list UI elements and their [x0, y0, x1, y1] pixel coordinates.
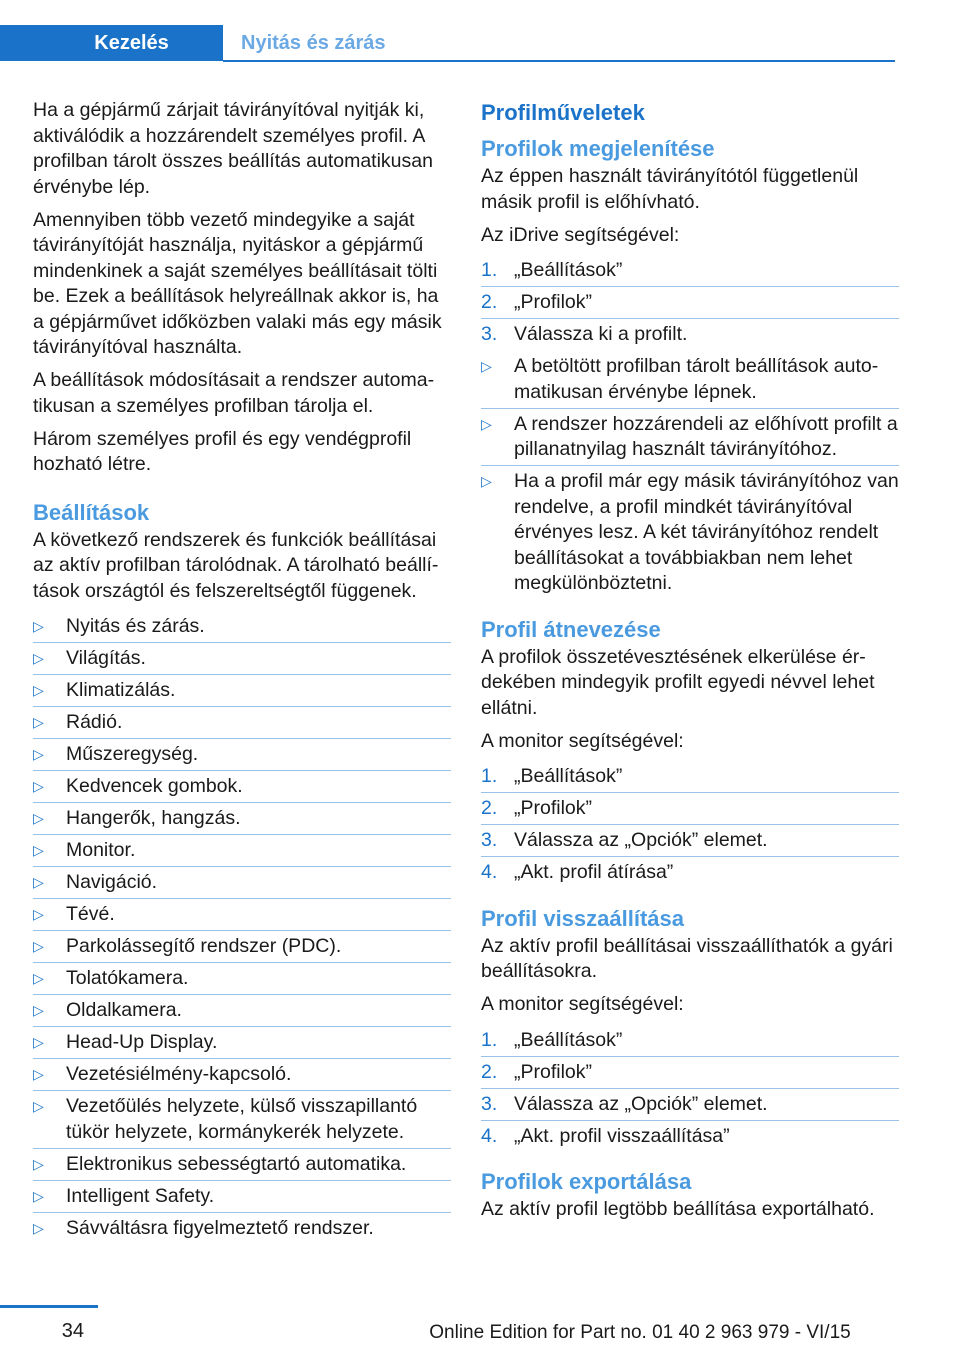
- list-item-text: Kedvencek gombok.: [66, 775, 243, 797]
- list-item-text: A rendszer hozzárendeli az előhívott profilt a pillanatnyilag használt távirányítóhoz.: [514, 412, 898, 460]
- item-separator: [33, 738, 451, 739]
- step-item: [481, 796, 899, 822]
- item-separator: [481, 1056, 899, 1057]
- reset-profile-via: A monitor segítségével:: [481, 993, 684, 1015]
- list-item: [33, 646, 451, 672]
- step-text: „Akt. profil visszaállítása”: [514, 1124, 730, 1147]
- triangle-right-outline-icon: ▷: [481, 415, 492, 432]
- step-number: 3.: [481, 829, 498, 851]
- triangle-right-outline-icon: ▷: [33, 906, 44, 922]
- profile-operations-title: Profilműveletek: [481, 100, 645, 125]
- item-separator: [33, 674, 451, 675]
- triangle-right-outline-icon: ▷: [33, 810, 44, 826]
- settings-list: [33, 614, 451, 1241]
- triangle-right-outline-icon: ▷: [33, 1034, 44, 1050]
- list-item-text: Elektronikus sebességtartó automatika.: [66, 1152, 407, 1175]
- list-item: [33, 1030, 451, 1056]
- header-tab-opening-closing[interactable]: Nyitás és zárás: [241, 31, 386, 54]
- show-profiles-intro: Az éppen használt távirányítótól függetlenül másik profil is előhívható.: [481, 165, 859, 213]
- item-separator: [33, 866, 451, 867]
- left-column: [33, 98, 451, 1259]
- step-text: Válassza az „Opciók” elemet.: [514, 829, 768, 851]
- list-item-text: A betöltött profilban tárolt beállítások automatikusan érvénybe lépnek.: [514, 355, 879, 403]
- settings-heading: Beállítások: [33, 499, 150, 525]
- list-item: [33, 966, 451, 992]
- item-separator: [33, 1090, 451, 1091]
- item-separator: [33, 898, 451, 899]
- step-number: 3.: [481, 323, 498, 345]
- triangle-right-outline-icon: ▷: [33, 842, 44, 858]
- list-item: [33, 838, 451, 864]
- right-column: [481, 98, 899, 1230]
- step-text: Válassza ki a profilt.: [514, 323, 688, 345]
- step-number: 2.: [481, 1060, 498, 1083]
- list-item: [481, 469, 899, 597]
- list-item: [33, 1184, 451, 1210]
- list-item-text: Hangerők, hangzás.: [66, 807, 241, 829]
- triangle-right-outline-icon: ▷: [33, 1066, 44, 1082]
- item-separator: [33, 642, 451, 643]
- step-text: „Profilok”: [514, 1060, 593, 1083]
- rename-profile-via: A monitor segítségével:: [481, 729, 684, 752]
- list-item: [33, 614, 451, 640]
- item-separator: [481, 465, 899, 466]
- step-item: [481, 1124, 899, 1150]
- settings-intro: A következő rendszerek és funkciók beállításai az aktív profilban tárolódnak. A tárolható beállítások országtól és felszereltségtől függenek.: [33, 528, 439, 602]
- step-item: [481, 764, 899, 790]
- list-item: [33, 934, 451, 960]
- header-tab-operation[interactable]: Kezelés: [0, 25, 223, 61]
- header-divider: [223, 60, 895, 62]
- step-item: [481, 290, 899, 316]
- triangle-right-outline-icon: ▷: [33, 714, 44, 730]
- step-item: [481, 828, 899, 854]
- list-item: [33, 870, 451, 896]
- intro-paragraph-4: Három személyes profil és egy vendégprofil hozható létre.: [33, 427, 412, 475]
- list-item-text: Tolatókamera.: [66, 967, 189, 989]
- item-separator: [33, 1148, 451, 1149]
- intro-paragraph-2: Amennyiben több vezető mindegyike a saját távirányítóját használja, nyitáskor a gépjármű mindenkinek a saját személyes beállításait tölti be. Ezek a beállítások helyreállnak akkor is, ha a gépjárművet időközben valaki más egy másik távirányítóval használta.: [33, 208, 442, 358]
- export-profiles-intro: Az aktív profil legtöbb beállítása exportálható.: [481, 1198, 875, 1220]
- step-item: [481, 1028, 899, 1054]
- list-item-text: Nyitás és zárás.: [66, 615, 205, 637]
- item-separator: [33, 994, 451, 995]
- step-number: 4.: [481, 861, 498, 883]
- step-number: 1.: [481, 765, 498, 787]
- triangle-right-outline-icon: ▷: [33, 1155, 44, 1172]
- item-separator: [481, 824, 899, 825]
- list-item: [33, 806, 451, 832]
- rename-profile-heading: Profil átnevezése: [481, 616, 661, 642]
- item-separator: [33, 706, 451, 707]
- list-item-text: Parkolássegítő rendszer (PDC).: [66, 935, 342, 957]
- export-profiles-heading: Profilok exportálása: [481, 1169, 692, 1194]
- item-separator: [33, 1058, 451, 1059]
- triangle-right-outline-icon: ▷: [33, 1002, 44, 1018]
- step-text: „Akt. profil átírása”: [514, 861, 674, 883]
- step-item: [481, 322, 899, 348]
- triangle-right-outline-icon: ▷: [33, 938, 44, 954]
- item-separator: [33, 1180, 451, 1181]
- step-text: „Beállítások”: [514, 765, 623, 787]
- list-item-text: Monitor.: [66, 839, 136, 861]
- step-text: „Beállítások”: [514, 1028, 623, 1051]
- item-separator: [481, 286, 899, 287]
- rename-profile-intro: A profilok összetévesztésének elkerülése érdekében mindegyik profilt egyedi névvel lehet ellátni.: [481, 645, 875, 719]
- item-separator: [33, 1212, 451, 1213]
- show-profiles-via: Az iDrive segítségével:: [481, 223, 680, 246]
- item-separator: [481, 792, 899, 793]
- step-number: 2.: [481, 291, 498, 313]
- list-item: [33, 1216, 451, 1242]
- step-item: [481, 1092, 899, 1118]
- list-item-text: Navigáció.: [66, 871, 158, 893]
- triangle-right-outline-icon: ▷: [33, 874, 44, 890]
- triangle-right-outline-icon: ▷: [481, 358, 492, 374]
- reset-profile-steps: [481, 1028, 899, 1150]
- item-separator: [33, 770, 451, 771]
- show-profiles-heading: Profilok megjelenítése: [481, 136, 715, 161]
- item-separator: [33, 834, 451, 835]
- item-separator: [481, 1088, 899, 1089]
- step-number: 1.: [481, 1028, 498, 1051]
- step-number: 3.: [481, 1092, 498, 1115]
- list-item: [33, 742, 451, 768]
- step-text: „Beállítások”: [514, 259, 623, 281]
- show-profiles-notes: [481, 354, 899, 597]
- intro-paragraph-1: Ha a gépjármű zárjait távirányítóval nyitják ki, aktiválódik a hozzárendelt személyes profil. A profilban tárolt összes beállítás automatikusan érvénybe lép.: [33, 99, 433, 198]
- footer-divider: [0, 1305, 98, 1308]
- triangle-right-outline-icon: ▷: [33, 682, 44, 698]
- list-item-text: Vezetésiélmény-kapcsoló.: [66, 1063, 292, 1085]
- list-item: [33, 1062, 451, 1088]
- triangle-right-outline-icon: ▷: [33, 778, 44, 794]
- item-separator: [481, 856, 899, 857]
- triangle-right-outline-icon: ▷: [33, 970, 44, 986]
- list-item: [33, 998, 451, 1024]
- reset-profile-heading: Profil visszaállítása: [481, 905, 684, 931]
- triangle-right-outline-icon: ▷: [33, 1098, 44, 1114]
- list-item-text: Intelligent Safety.: [66, 1184, 215, 1207]
- triangle-right-outline-icon: ▷: [33, 1187, 44, 1204]
- list-item-text: Sávváltásra figyelmeztető rendszer.: [66, 1216, 374, 1239]
- triangle-right-outline-icon: ▷: [33, 746, 44, 762]
- triangle-right-outline-icon: ▷: [481, 473, 492, 489]
- list-item: [33, 1094, 451, 1145]
- list-item: [33, 678, 451, 704]
- list-item-text: Tévé.: [66, 903, 115, 925]
- item-separator: [481, 408, 899, 409]
- list-item: [33, 1152, 451, 1178]
- list-item-text: Vezetőülés helyzete, külső visszapillantó tükör helyzete, kormánykerék helyzete.: [66, 1095, 418, 1143]
- list-item: [33, 902, 451, 928]
- intro-paragraph-3: A beállítások módosításait a rendszer automatikusan a személyes profilban tárolja el.: [33, 369, 435, 417]
- item-separator: [33, 930, 451, 931]
- triangle-right-outline-icon: ▷: [33, 650, 44, 666]
- step-item: [481, 860, 899, 886]
- list-item: [481, 412, 899, 463]
- item-separator: [481, 318, 899, 319]
- item-separator: [481, 1120, 899, 1121]
- list-item-text: Head-Up Display.: [66, 1031, 218, 1053]
- step-text: „Profilok”: [514, 291, 593, 313]
- item-separator: [33, 802, 451, 803]
- list-item-text: Ha a profil már egy másik távirányítóhoz van rendelve, a profil mindkét távirányítóval érvényes lesz. A két távirányítóhoz rendelt beállításokat a továbbiakban nem lehet megkülönböztetni.: [514, 470, 899, 594]
- list-item-text: Oldalkamera.: [66, 999, 182, 1021]
- item-separator: [33, 1026, 451, 1027]
- step-text: „Profilok”: [514, 797, 593, 819]
- list-item: [33, 774, 451, 800]
- show-profiles-steps: [481, 258, 899, 348]
- step-number: 4.: [481, 1124, 498, 1147]
- edition-note: Online Edition for Part no. 01 40 2 963 979 - VI/15: [429, 1322, 851, 1343]
- triangle-right-outline-icon: ▷: [33, 618, 44, 634]
- list-item-text: Világítás.: [66, 647, 146, 669]
- page-number: 34: [61, 1320, 84, 1342]
- list-item-text: Rádió.: [66, 711, 123, 733]
- list-item-text: Műszeregység.: [66, 743, 199, 765]
- step-item: [481, 258, 899, 284]
- list-item: [33, 710, 451, 736]
- rename-profile-steps: [481, 764, 899, 886]
- step-number: 2.: [481, 797, 498, 819]
- list-item: [481, 354, 899, 405]
- step-text: Válassza az „Opciók” elemet.: [514, 1092, 768, 1115]
- reset-profile-intro: Az aktív profil beállításai visszaállíthatók a gyári beállításokra.: [481, 934, 893, 982]
- step-item: [481, 1060, 899, 1086]
- step-number: 1.: [481, 259, 498, 281]
- item-separator: [33, 962, 451, 963]
- list-item-text: Klimatizálás.: [66, 679, 176, 701]
- triangle-right-outline-icon: ▷: [33, 1219, 44, 1236]
